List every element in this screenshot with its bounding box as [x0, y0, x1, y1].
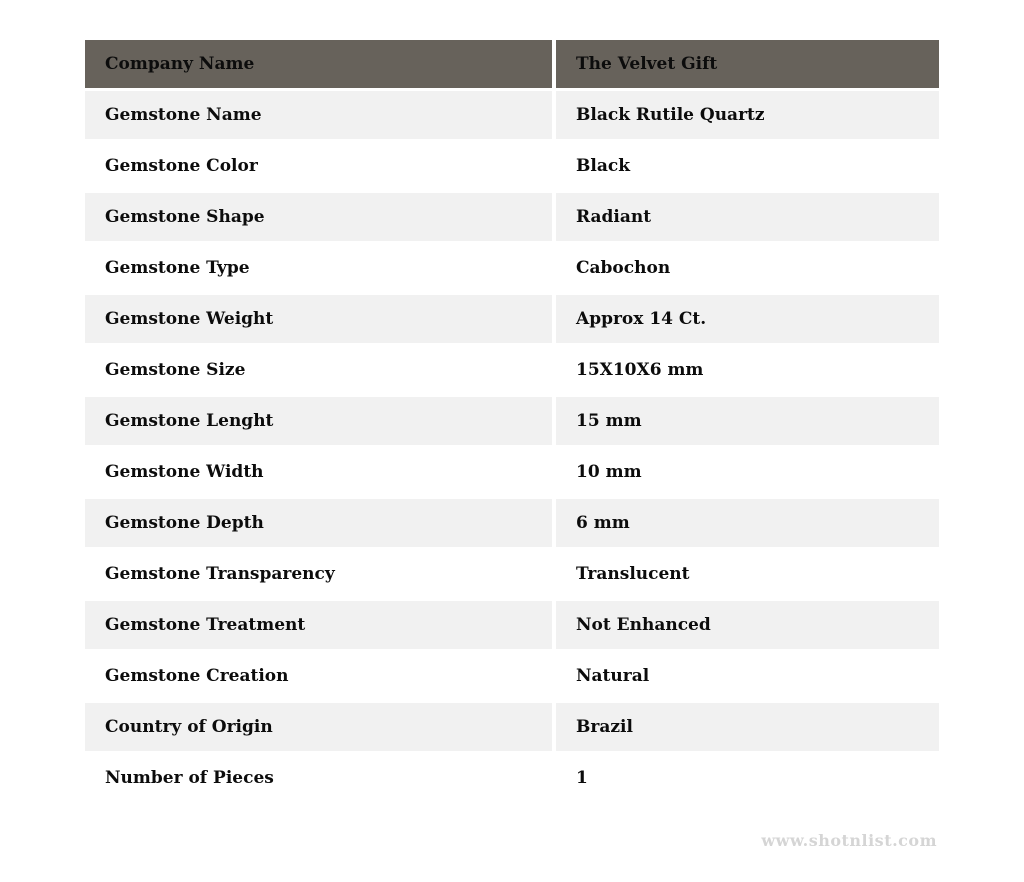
table-row: [85, 346, 939, 397]
table-row: [85, 244, 939, 295]
row-value-gemstone-color: Black: [556, 142, 939, 193]
watermark-text: www.shotnlist.com: [761, 831, 937, 850]
row-label-gemstone-depth: Gemstone Depth: [85, 499, 556, 550]
row-label-gemstone-width: Gemstone Width: [85, 448, 556, 499]
row-label-number-of-pieces: Number of Pieces: [85, 754, 556, 805]
row-label-gemstone-treatment: Gemstone Treatment: [85, 601, 556, 652]
table-row: [85, 295, 939, 346]
row-label-gemstone-type: Gemstone Type: [85, 244, 556, 295]
table-row: [85, 193, 939, 244]
table-row: [85, 754, 939, 805]
row-value-gemstone-treatment: Not Enhanced: [556, 601, 939, 652]
table-row: [85, 652, 939, 703]
table-row: [85, 397, 939, 448]
company-name-value-cell: The Velvet Gift: [556, 40, 939, 91]
table-row: [85, 703, 939, 754]
row-value-gemstone-width: 10 mm: [556, 448, 939, 499]
row-value-gemstone-creation: Natural: [556, 652, 939, 703]
table-row: [85, 448, 939, 499]
row-label-country-of-origin: Country of Origin: [85, 703, 556, 754]
table-header-row: [85, 40, 939, 91]
table-row: [85, 601, 939, 652]
row-value-gemstone-lenght: 15 mm: [556, 397, 939, 448]
row-label-gemstone-weight: Gemstone Weight: [85, 295, 556, 346]
table-row: [85, 142, 939, 193]
row-value-gemstone-size: 15X10X6 mm: [556, 346, 939, 397]
row-value-gemstone-depth: 6 mm: [556, 499, 939, 550]
row-value-gemstone-type: Cabochon: [556, 244, 939, 295]
row-label-gemstone-name: Gemstone Name: [85, 91, 556, 142]
row-value-gemstone-weight: Approx 14 Ct.: [556, 295, 939, 346]
row-value-country-of-origin: Brazil: [556, 703, 939, 754]
row-value-gemstone-name: Black Rutile Quartz: [556, 91, 939, 142]
row-label-gemstone-shape: Gemstone Shape: [85, 193, 556, 244]
table-row: [85, 550, 939, 601]
row-label-gemstone-transparency: Gemstone Transparency: [85, 550, 556, 601]
table-row: [85, 91, 939, 142]
row-value-number-of-pieces: 1: [556, 754, 939, 805]
row-label-gemstone-creation: Gemstone Creation: [85, 652, 556, 703]
row-value-gemstone-transparency: Translucent: [556, 550, 939, 601]
row-label-gemstone-size: Gemstone Size: [85, 346, 556, 397]
row-label-gemstone-color: Gemstone Color: [85, 142, 556, 193]
company-name-header-cell: Company Name: [85, 40, 556, 91]
gemstone-spec-table: [85, 40, 939, 805]
table-row: [85, 499, 939, 550]
row-value-gemstone-shape: Radiant: [556, 193, 939, 244]
row-label-gemstone-lenght: Gemstone Lenght: [85, 397, 556, 448]
